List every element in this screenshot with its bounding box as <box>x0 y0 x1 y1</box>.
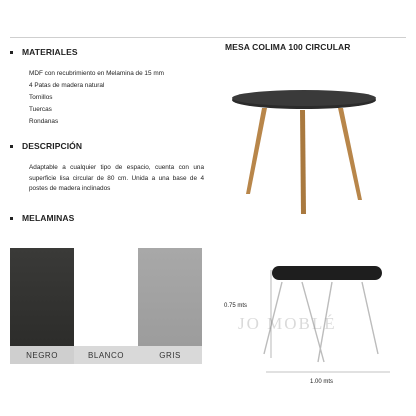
materiales-heading-text: MATERIALES <box>22 47 78 57</box>
bullet-icon <box>10 51 13 54</box>
drawing-table-top <box>272 266 382 280</box>
swatch-gris <box>138 248 202 364</box>
list-item: Tornillos <box>29 94 53 101</box>
bullet-icon <box>10 217 13 220</box>
list-item: MDF con recubrimiento en Melamina de 15 mm <box>29 70 164 77</box>
swatch-blanco <box>74 248 138 364</box>
table-leg <box>246 108 267 194</box>
table-top-surface <box>232 90 376 106</box>
list-item: 4 Patas de madera natural <box>29 82 105 89</box>
table-photo <box>228 86 393 221</box>
table-leg <box>300 110 306 214</box>
width-dimension-label: 1.00 mts <box>310 379 334 385</box>
melaminas-heading <box>10 213 74 223</box>
product-title: MESA COLIMA 100 CIRCULAR <box>225 42 351 52</box>
descripcion-text: Adaptable a cualquier tipo de espacio, cuenta con una superficie lisa circular de 80 cm. Unida a una base de 4 postes de madera inclinados <box>29 164 204 192</box>
table-leg <box>338 108 362 200</box>
table-legs <box>246 108 362 214</box>
melaminas-heading-text: MELAMINAS <box>22 213 75 223</box>
descripcion-heading-text: DESCRIPCIÓN <box>22 141 83 151</box>
descripcion-heading <box>10 141 82 151</box>
melamina-swatches <box>10 248 202 364</box>
swatch-label: NEGRO <box>10 346 74 364</box>
materiales-list <box>29 68 164 128</box>
drawing-leg <box>362 282 378 354</box>
swatch-negro <box>10 248 74 364</box>
materiales-heading <box>10 47 78 57</box>
list-item: Rondanas <box>29 118 59 125</box>
swatch-label: BLANCO <box>74 346 138 364</box>
list-item: Tuercas <box>29 106 52 113</box>
height-dimension-label: 0.75 mts <box>224 303 248 309</box>
header-divider <box>10 37 406 38</box>
swatch-label: GRIS <box>138 346 202 364</box>
watermark-logo: JO MOBLÉ <box>238 314 337 333</box>
bullet-icon <box>10 145 13 148</box>
